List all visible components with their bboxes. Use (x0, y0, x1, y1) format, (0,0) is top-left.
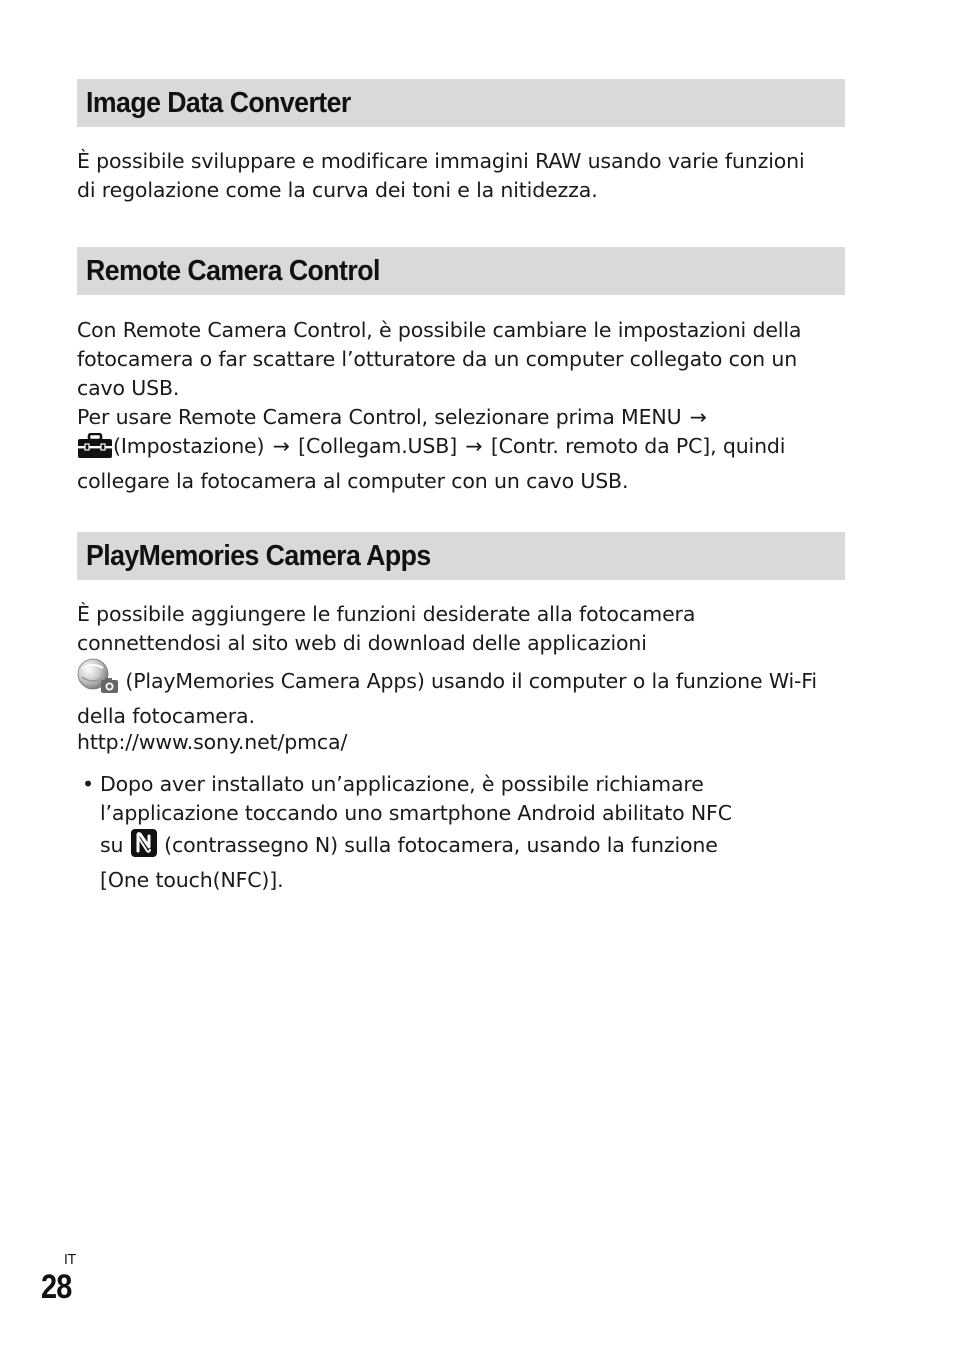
note-text (100, 770, 847, 895)
body-line: fotocamera o far scattare l’otturatore da un computer collegato con un (77, 347, 798, 371)
toolbox-icon (77, 433, 113, 467)
nfc-n-mark-icon (130, 828, 158, 866)
url-link[interactable]: http://www.sony.net/pmca/ (77, 730, 348, 754)
note-line: su (100, 833, 124, 857)
note-line: Dopo aver installato un’applicazione, è possibile richiamare (100, 772, 704, 796)
section-body (77, 147, 847, 205)
language-code: IT (64, 1253, 76, 1268)
body-line: Con Remote Camera Control, è possibile cambiare le impostazioni della (77, 318, 802, 342)
section-title: Remote Camera Control (86, 254, 380, 287)
arrow-icon: → (465, 434, 483, 458)
body-line: È possibile aggiungere le funzioni desiderate alla fotocamera (77, 602, 696, 626)
body-line: cavo USB. (77, 376, 180, 400)
section-title: Image Data Converter (86, 86, 351, 119)
body-line: di regolazione come la curva dei toni e la nitidezza. (77, 178, 598, 202)
instruction-line: Per usare Remote Camera Control, selezionare prima MENU (77, 405, 682, 429)
body-line: connettendosi al sito web di download delle applicazioni (77, 631, 647, 655)
step-remote: [Contr. remoto da PC], quindi (490, 434, 786, 458)
note-line: l’applicazione toccando uno smartphone Android abilitato NFC (100, 801, 732, 825)
bullet-icon: • (82, 772, 94, 796)
step-usb: [Collegam.USB] (298, 434, 458, 458)
arrow-icon: → (272, 434, 290, 458)
pmca-url[interactable] (77, 728, 847, 757)
section-header-image-data-converter (77, 79, 845, 127)
setup-label: (Impostazione) (113, 434, 265, 458)
playmemories-apps-icon (77, 658, 119, 702)
section-header-remote-camera-control (77, 247, 845, 295)
note-line: [One touch(NFC)]. (100, 868, 284, 892)
section-title: PlayMemories Camera Apps (86, 539, 431, 572)
arrow-icon: → (689, 405, 707, 429)
body-line: È possibile sviluppare e modificare immagini RAW usando varie funzioni (77, 149, 805, 173)
section-header-playmemories-camera-apps (77, 532, 845, 580)
note-bullet (77, 770, 847, 895)
section-body (77, 316, 847, 496)
body-line: della fotocamera. (77, 704, 255, 728)
page-number: 28 (41, 1268, 72, 1306)
instruction-line: collegare la fotocamera al computer con un cavo USB. (77, 469, 629, 493)
section-body (77, 600, 847, 731)
note-line: (contrassegno N) sulla fotocamera, usando la funzione (164, 833, 718, 857)
apps-line: (PlayMemories Camera Apps) usando il computer o la funzione Wi-Fi (125, 669, 817, 693)
